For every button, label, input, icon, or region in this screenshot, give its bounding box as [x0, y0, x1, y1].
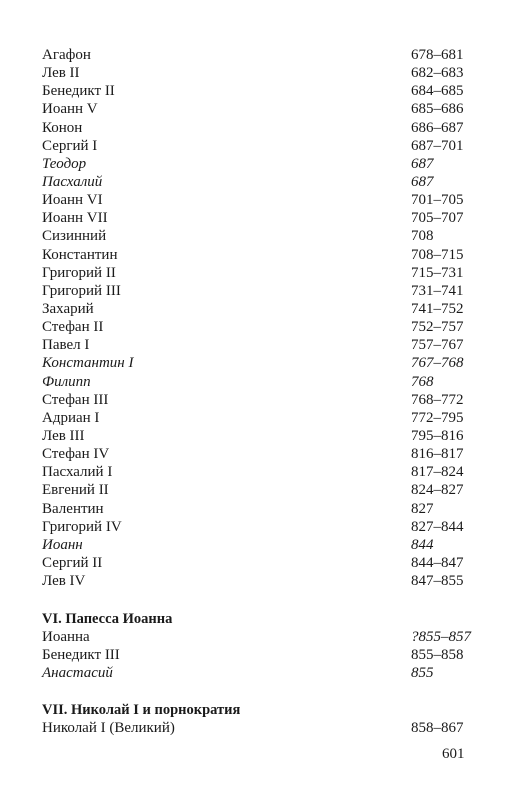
list-item: [42, 354, 482, 372]
pope-name: Иоанн: [42, 536, 83, 553]
list-item: [42, 246, 482, 264]
list-item: [42, 445, 482, 463]
list-item: [42, 409, 482, 427]
pope-name: Пасхалий: [42, 173, 103, 190]
pope-name: Константин: [42, 246, 118, 263]
list-item: [42, 318, 482, 336]
pontificate-years: 858–867: [411, 720, 464, 736]
list-item: [42, 391, 482, 409]
pontificate-years: 678–681: [411, 47, 464, 63]
pontificate-years: 705–707: [411, 210, 464, 227]
pope-name: Лев II: [42, 65, 80, 82]
pontificate-years: 708–715: [411, 246, 464, 263]
pope-list: [42, 46, 482, 590]
list-item: [42, 481, 482, 499]
list-item: [42, 209, 482, 227]
list-item: [42, 282, 482, 300]
pontificate-years: 687: [411, 173, 434, 190]
pontificate-years: 817–824: [411, 464, 464, 481]
pontificate-years: 827–844: [411, 518, 464, 535]
pontificate-years: ?855–857: [411, 629, 471, 645]
pontificate-years: 795–816: [411, 427, 464, 444]
pope-name: Григорий IV: [42, 518, 122, 535]
list-item: [42, 227, 482, 245]
pontificate-years: 682–683: [411, 65, 464, 82]
pontificate-years: 847–855: [411, 573, 464, 590]
pontificate-years: 731–741: [411, 282, 464, 299]
pontificate-years: 741–752: [411, 300, 464, 317]
pope-name: Григорий II: [42, 264, 116, 281]
list-item: [42, 336, 482, 354]
list-item: [42, 427, 482, 445]
pope-name: Константин I: [42, 355, 134, 372]
pontificate-years: 757–767: [411, 337, 464, 354]
pope-name: Стефан II: [42, 319, 104, 336]
pontificate-years: 844: [411, 536, 434, 553]
list-item: [42, 82, 482, 100]
section-title-7: VII. Николай I и порнократия: [42, 702, 241, 718]
list-item: [42, 173, 482, 191]
pontificate-years: 715–731: [411, 264, 464, 281]
pontificate-years: 768–772: [411, 391, 464, 408]
pontificate-years: 687: [411, 155, 434, 172]
pontificate-years: 827: [411, 500, 434, 517]
list-item: [42, 300, 482, 318]
pontificate-years: 686–687: [411, 119, 464, 136]
list-item: [42, 628, 482, 646]
pontificate-years: 855: [411, 665, 434, 682]
pontificate-years: 685–686: [411, 101, 464, 118]
pope-name: Теодор: [42, 155, 87, 172]
pope-name: Лев III: [42, 427, 85, 444]
pope-name: Стефан III: [42, 391, 109, 408]
list-item: [42, 664, 482, 682]
pope-name: Агафон: [42, 47, 91, 63]
section-7-list: [42, 719, 482, 737]
section-title-6: VI. Папесса Иоанна: [42, 611, 173, 627]
list-item: [42, 463, 482, 481]
pope-name: Григорий III: [42, 282, 121, 299]
list-item: [42, 572, 482, 590]
pontificate-years: 824–827: [411, 482, 464, 499]
pontificate-years: 816–817: [411, 446, 464, 463]
list-item: [42, 500, 482, 518]
pontificate-years: 768: [411, 373, 434, 390]
pope-name: Сизинний: [42, 228, 107, 245]
pontificate-years: 701–705: [411, 192, 464, 209]
page-number: 601: [442, 746, 465, 762]
pope-name: Евгений II: [42, 482, 109, 499]
pontificate-years: 752–757: [411, 319, 464, 336]
pope-name: Сергий I: [42, 137, 98, 154]
list-item: [42, 46, 482, 64]
pontificate-years: 687–701: [411, 137, 464, 154]
pontificate-years: 708: [411, 228, 434, 245]
pope-name: Иоанн V: [42, 101, 98, 118]
section-6-list: [42, 628, 482, 682]
list-item: [42, 373, 482, 391]
list-item: [42, 646, 482, 664]
pontificate-years: 684–685: [411, 83, 464, 100]
pope-name: Филипп: [42, 373, 91, 390]
list-item: [42, 191, 482, 209]
pope-name: Захарий: [42, 300, 94, 317]
pontificate-years: 844–847: [411, 554, 464, 571]
pontificate-years: 767–768: [411, 355, 464, 372]
pope-name: Пасхалий I: [42, 464, 113, 481]
list-item: [42, 137, 482, 155]
list-item: [42, 719, 482, 737]
list-item: [42, 536, 482, 554]
pope-name: Иоанн VI: [42, 192, 103, 209]
pope-name: Иоанна: [42, 629, 90, 645]
pope-name: Валентин: [42, 500, 104, 517]
pope-name: Анастасий: [42, 665, 113, 682]
list-item: [42, 518, 482, 536]
pope-name: Конон: [42, 119, 83, 136]
list-item: [42, 264, 482, 282]
pope-name: Бенедикт III: [42, 647, 120, 664]
pope-name: Иоанн VII: [42, 210, 108, 227]
pope-name: Сергий II: [42, 554, 103, 571]
list-item: [42, 554, 482, 572]
pope-name: Адриан I: [42, 409, 100, 426]
list-item: [42, 119, 482, 137]
list-item: [42, 155, 482, 173]
list-item: [42, 100, 482, 118]
pope-name: Бенедикт II: [42, 83, 115, 100]
pontificate-years: 855–858: [411, 647, 464, 664]
pope-name: Лев IV: [42, 573, 86, 590]
pontificate-years: 772–795: [411, 409, 464, 426]
pope-name: Павел I: [42, 337, 90, 354]
list-item: [42, 64, 482, 82]
pope-name: Николай I (Великий): [42, 720, 175, 736]
pope-name: Стефан IV: [42, 446, 110, 463]
